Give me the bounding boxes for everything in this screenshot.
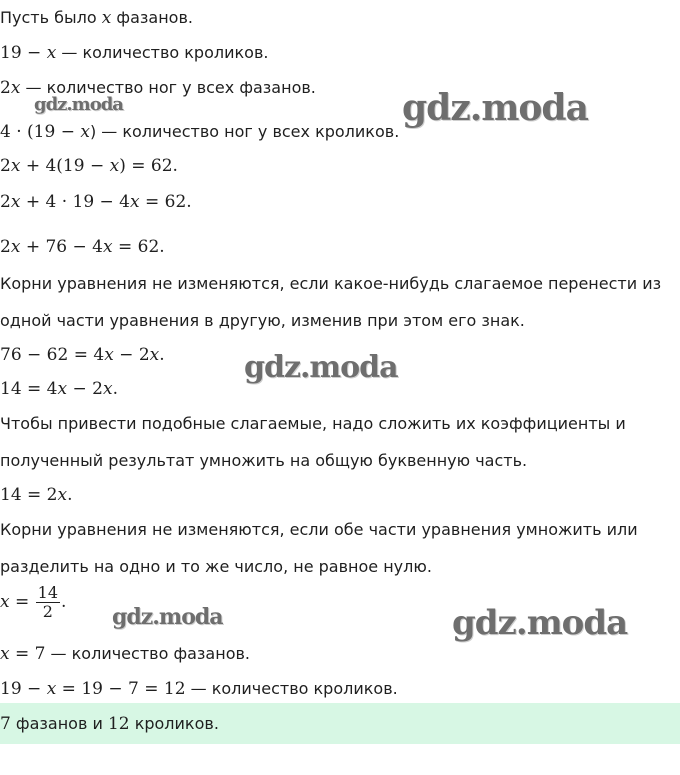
rule-transfer-1: Корни уравнения не изменяются, если какое-нибудь слагаемое перенести из xyxy=(0,274,662,293)
fraction xyxy=(36,584,60,621)
equation-1 xyxy=(0,155,178,177)
math: 19 − xyxy=(0,679,47,699)
watermark: gdz.moda xyxy=(244,350,398,385)
math: − 2 xyxy=(113,345,150,365)
text: — количество кроликов. xyxy=(56,43,269,62)
variable: x xyxy=(10,192,21,212)
rule-divide-1: Корни уравнения не изменяются, если обе части уравнения умножить или xyxy=(0,520,638,539)
variable: x xyxy=(46,679,57,699)
watermark: gdz.moda xyxy=(452,603,628,643)
variable: x xyxy=(109,156,120,176)
equation-6 xyxy=(0,484,73,506)
math: 14 = 2 xyxy=(0,485,58,505)
line-rabbits-count xyxy=(0,42,268,64)
watermark: gdz.moda xyxy=(112,604,223,630)
variable: x xyxy=(130,192,140,212)
variable: x xyxy=(57,485,68,505)
variable: x xyxy=(10,156,21,176)
math: = 62. xyxy=(112,237,165,257)
math: 7 xyxy=(0,714,11,734)
math: 4 · (19 − xyxy=(0,122,81,142)
variable: x xyxy=(102,379,113,399)
math: 14 = 4 xyxy=(0,379,58,399)
text: — количество фазанов. xyxy=(45,644,250,663)
rule-like-terms-2: полученный результат умножить на общую буквенную часть. xyxy=(0,451,528,470)
math: . xyxy=(112,379,118,399)
variable: x xyxy=(0,592,10,612)
math: + 76 − 4 xyxy=(20,237,103,257)
text: — количество ног у всех фазанов. xyxy=(20,78,316,97)
text: ) — количество ног у всех кроликов. xyxy=(89,122,400,141)
math: 2 xyxy=(0,156,11,176)
math: = xyxy=(9,592,35,612)
rule-divide-2: разделить на одно и то же число, не равное нулю. xyxy=(0,557,432,576)
math: . xyxy=(159,345,165,365)
equation-5 xyxy=(0,378,118,400)
watermark: gdz.moda xyxy=(402,87,588,129)
math: 2 xyxy=(0,78,11,98)
math: = 62. xyxy=(139,192,192,212)
math: . xyxy=(67,485,73,505)
math: − 2 xyxy=(67,379,103,399)
math: + 4 · 19 − 4 xyxy=(20,192,131,212)
text: кроликов. xyxy=(129,714,219,733)
math: 19 − xyxy=(0,43,47,63)
fraction-denominator: 2 xyxy=(42,602,53,621)
variable: x xyxy=(10,78,21,98)
variable: x xyxy=(101,8,112,28)
equation-2 xyxy=(0,191,192,213)
math: = 7 xyxy=(9,644,46,664)
equation-4 xyxy=(0,344,165,366)
variable: x xyxy=(149,345,160,365)
answer-box xyxy=(0,703,680,744)
fraction-numerator: 14 xyxy=(37,583,59,602)
text: фазанов и xyxy=(10,714,108,733)
text: — количество кроликов. xyxy=(185,679,398,698)
math: . xyxy=(61,592,67,612)
rule-transfer-2: одной части уравнения в другую, изменив при этом его знак. xyxy=(0,311,525,330)
math: 76 − 62 = 4 xyxy=(0,345,105,365)
variable: x xyxy=(0,644,10,664)
variable: x xyxy=(57,379,68,399)
math: = 19 − 7 = 12 xyxy=(56,679,186,699)
watermark: gdz.moda xyxy=(34,94,123,115)
rule-like-terms-1: Чтобы привести подобные слагаемые, надо сложить их коэффициенты и xyxy=(0,414,626,433)
math: ) = 62. xyxy=(119,156,178,176)
math: 2 xyxy=(0,192,11,212)
variable: x xyxy=(10,237,21,257)
text: Пусть было xyxy=(0,8,102,27)
math: 2 xyxy=(0,237,11,257)
math: 12 xyxy=(107,714,130,734)
variable: x xyxy=(80,122,90,142)
variable: x xyxy=(46,43,57,63)
line-rabbits-result xyxy=(0,678,398,700)
answer-text xyxy=(0,713,219,735)
equation-fraction xyxy=(0,582,66,622)
line-assume xyxy=(0,7,193,29)
math: + 4(19 − xyxy=(20,156,110,176)
variable: x xyxy=(102,237,113,257)
line-pheasants-result xyxy=(0,643,250,665)
line-rabbit-legs xyxy=(0,121,399,143)
text: фазанов. xyxy=(111,8,193,27)
equation-3 xyxy=(0,236,165,258)
variable: x xyxy=(104,345,114,365)
